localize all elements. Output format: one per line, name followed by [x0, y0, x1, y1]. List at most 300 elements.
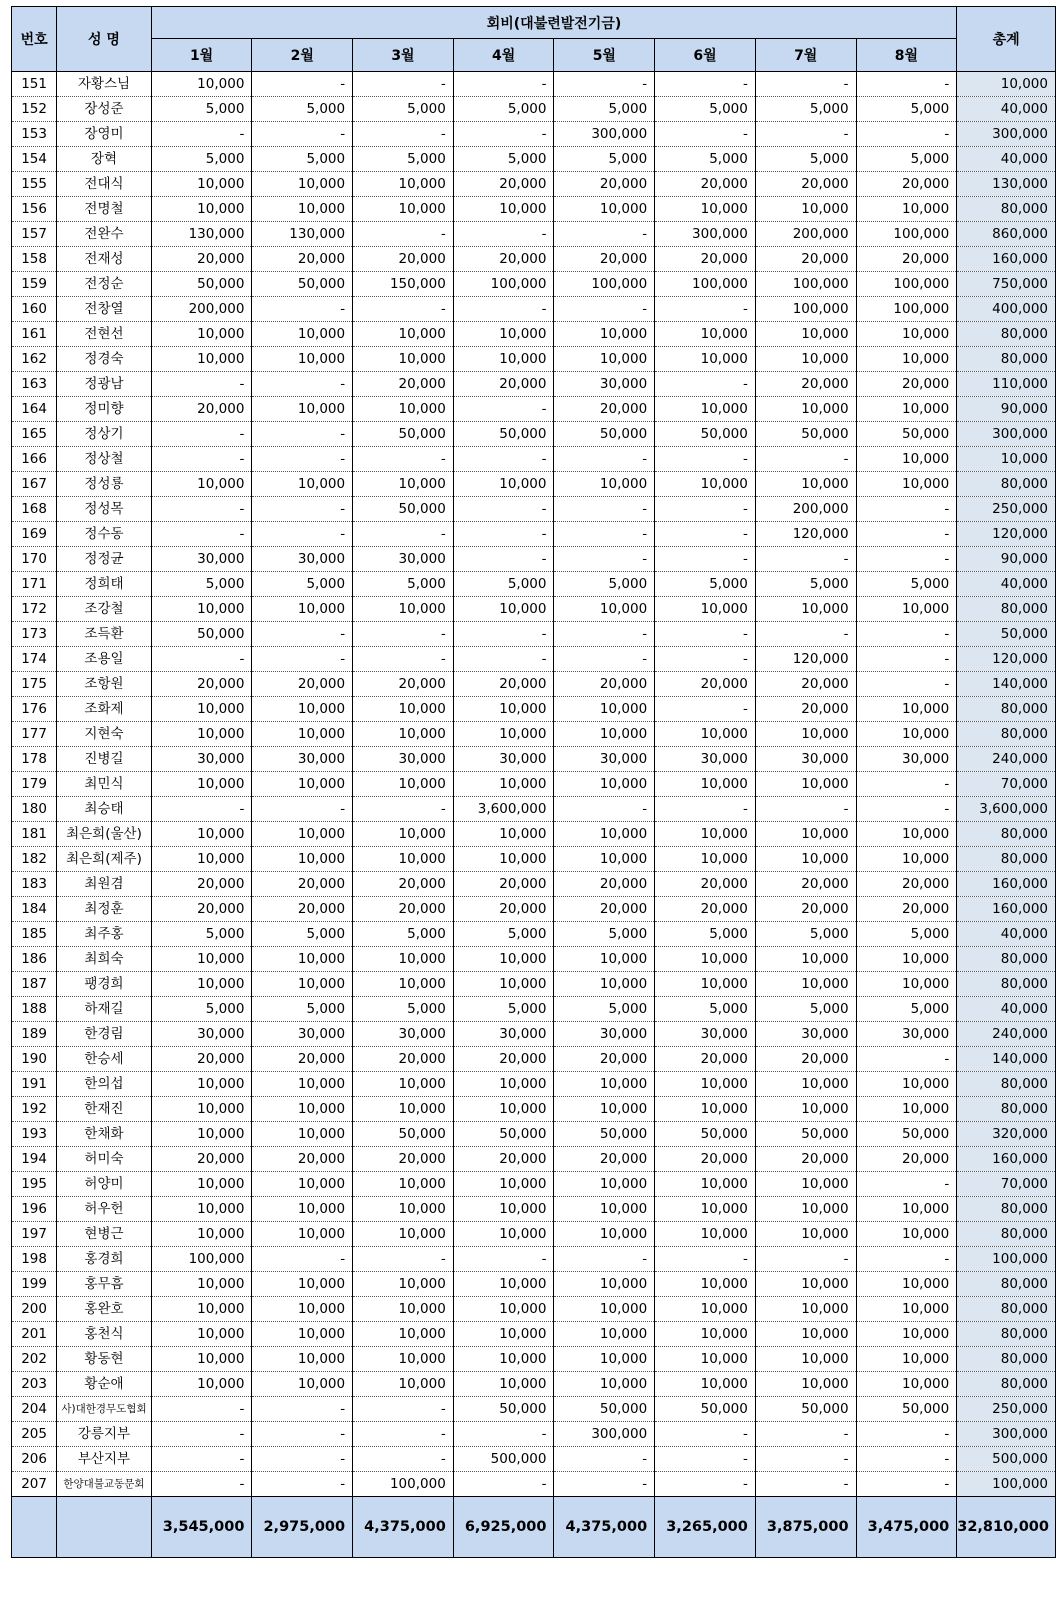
month-amount: 20,000: [755, 172, 856, 197]
table-row: [12, 522, 1056, 547]
member-name: 최희숙: [57, 947, 152, 972]
row-number: 185: [12, 922, 57, 947]
month-amount: 100,000: [856, 297, 957, 322]
month-amount: 50,000: [655, 1122, 756, 1147]
row-number: 202: [12, 1347, 57, 1372]
month-amount: -: [453, 647, 554, 672]
table-row: [12, 972, 1056, 997]
table-row: [12, 947, 1056, 972]
month-amount: 30,000: [151, 1022, 252, 1047]
month-amount: 5,000: [856, 997, 957, 1022]
member-name: 황동현: [57, 1347, 152, 1372]
month-amount: 10,000: [252, 1197, 353, 1222]
month-amount: -: [353, 122, 454, 147]
month-amount: 5,000: [353, 997, 454, 1022]
month-amount: 20,000: [252, 1047, 353, 1072]
member-name: 하재길: [57, 997, 152, 1022]
month-amount: 10,000: [856, 597, 957, 622]
month-amount: 10,000: [353, 197, 454, 222]
month-amount: 30,000: [554, 747, 655, 772]
row-number: 163: [12, 372, 57, 397]
month-amount: 20,000: [353, 1147, 454, 1172]
footer-month-total: 4,375,000: [353, 1497, 454, 1558]
row-total: 140,000: [957, 672, 1056, 697]
month-amount: -: [453, 72, 554, 97]
month-amount: 10,000: [655, 472, 756, 497]
month-amount: -: [655, 647, 756, 672]
month-amount: 10,000: [755, 1297, 856, 1322]
month-amount: 5,000: [755, 997, 856, 1022]
row-number: 174: [12, 647, 57, 672]
month-amount: 10,000: [554, 847, 655, 872]
month-amount: 50,000: [655, 422, 756, 447]
member-name: 부산지부: [57, 1447, 152, 1472]
month-amount: 120,000: [755, 522, 856, 547]
month-amount: -: [554, 497, 655, 522]
row-total: 80,000: [957, 947, 1056, 972]
table-row: [12, 997, 1056, 1022]
table-row: [12, 1122, 1056, 1147]
month-amount: 10,000: [655, 1272, 756, 1297]
month-amount: -: [252, 1247, 353, 1272]
month-amount: 20,000: [755, 872, 856, 897]
month-amount: -: [353, 447, 454, 472]
table-row: [12, 1472, 1056, 1497]
member-name: 정상기: [57, 422, 152, 447]
month-amount: 10,000: [353, 772, 454, 797]
table-row: [12, 447, 1056, 472]
month-amount: 5,000: [353, 97, 454, 122]
month-amount: 10,000: [755, 1072, 856, 1097]
month-amount: 30,000: [252, 547, 353, 572]
member-name: 진병길: [57, 747, 152, 772]
month-amount: 10,000: [353, 1197, 454, 1222]
month-amount: 10,000: [856, 722, 957, 747]
month-amount: 100,000: [755, 297, 856, 322]
month-amount: 10,000: [755, 1197, 856, 1222]
month-amount: 10,000: [353, 472, 454, 497]
month-amount: 30,000: [151, 747, 252, 772]
month-amount: -: [151, 522, 252, 547]
month-amount: -: [655, 547, 756, 572]
header-no: 번호: [12, 7, 57, 72]
month-amount: 5,000: [353, 922, 454, 947]
month-amount: 5,000: [856, 147, 957, 172]
month-amount: 10,000: [353, 722, 454, 747]
member-name: 한채화: [57, 1122, 152, 1147]
month-amount: 10,000: [453, 597, 554, 622]
header-group: 회비(대불련발전기금): [151, 7, 957, 39]
month-amount: 50,000: [151, 272, 252, 297]
month-amount: 10,000: [453, 697, 554, 722]
month-amount: 10,000: [655, 772, 756, 797]
month-amount: 5,000: [453, 922, 554, 947]
month-amount: -: [252, 1397, 353, 1422]
month-amount: 20,000: [252, 672, 353, 697]
member-name: 정성룡: [57, 472, 152, 497]
month-amount: -: [453, 1247, 554, 1272]
month-amount: -: [554, 522, 655, 547]
month-amount: 10,000: [655, 397, 756, 422]
month-amount: 20,000: [151, 872, 252, 897]
row-number: 157: [12, 222, 57, 247]
month-amount: 10,000: [755, 822, 856, 847]
footer-month-total: 3,545,000: [151, 1497, 252, 1558]
month-amount: 20,000: [353, 1047, 454, 1072]
month-amount: -: [755, 797, 856, 822]
month-amount: 20,000: [151, 672, 252, 697]
member-name: 조항원: [57, 672, 152, 697]
table-row: [12, 1272, 1056, 1297]
month-amount: -: [856, 547, 957, 572]
month-amount: 5,000: [755, 97, 856, 122]
month-amount: 10,000: [655, 1097, 756, 1122]
month-amount: 50,000: [353, 422, 454, 447]
footer-no-cell: [12, 1497, 57, 1558]
table-row: [12, 622, 1056, 647]
month-amount: 10,000: [353, 1072, 454, 1097]
month-amount: 10,000: [353, 972, 454, 997]
month-amount: 20,000: [151, 1047, 252, 1072]
table-row: [12, 1072, 1056, 1097]
row-number: 155: [12, 172, 57, 197]
totals-row: [12, 1497, 1056, 1558]
member-name: 정희태: [57, 572, 152, 597]
month-amount: 10,000: [856, 1222, 957, 1247]
month-amount: 5,000: [252, 572, 353, 597]
row-total: 120,000: [957, 522, 1056, 547]
month-amount: 5,000: [856, 922, 957, 947]
month-amount: 10,000: [755, 1172, 856, 1197]
row-number: 164: [12, 397, 57, 422]
footer-month-total: 3,475,000: [856, 1497, 957, 1558]
row-number: 170: [12, 547, 57, 572]
month-amount: -: [554, 622, 655, 647]
month-amount: 10,000: [252, 822, 353, 847]
month-amount: 10,000: [252, 1172, 353, 1197]
footer-month-total: 4,375,000: [554, 1497, 655, 1558]
month-amount: -: [453, 622, 554, 647]
month-amount: -: [353, 1422, 454, 1447]
month-amount: 50,000: [554, 1122, 655, 1147]
row-number: 194: [12, 1147, 57, 1172]
month-amount: 10,000: [755, 972, 856, 997]
month-amount: 30,000: [453, 747, 554, 772]
row-number: 156: [12, 197, 57, 222]
month-amount: 5,000: [151, 922, 252, 947]
month-amount: 10,000: [453, 947, 554, 972]
month-amount: 10,000: [856, 322, 957, 347]
member-name: 홍무흠: [57, 1272, 152, 1297]
month-amount: 50,000: [453, 1397, 554, 1422]
month-amount: 10,000: [554, 322, 655, 347]
month-amount: 10,000: [151, 822, 252, 847]
row-number: 180: [12, 797, 57, 822]
row-total: 400,000: [957, 297, 1056, 322]
month-amount: -: [655, 72, 756, 97]
row-total: 80,000: [957, 1372, 1056, 1397]
row-number: 178: [12, 747, 57, 772]
month-amount: 10,000: [856, 197, 957, 222]
month-amount: 10,000: [655, 972, 756, 997]
month-amount: 10,000: [353, 1222, 454, 1247]
footer-month-total: 2,975,000: [252, 1497, 353, 1558]
month-amount: 10,000: [655, 1172, 756, 1197]
month-amount: 10,000: [252, 347, 353, 372]
row-number: 199: [12, 1272, 57, 1297]
member-name: 허미숙: [57, 1147, 152, 1172]
month-amount: 10,000: [554, 1322, 655, 1347]
row-number: 206: [12, 1447, 57, 1472]
row-total: 240,000: [957, 747, 1056, 772]
month-amount: 5,000: [453, 997, 554, 1022]
month-amount: 10,000: [655, 822, 756, 847]
month-amount: 10,000: [655, 197, 756, 222]
row-number: 166: [12, 447, 57, 472]
header-month: 5월: [554, 39, 655, 72]
member-name: 최원겸: [57, 872, 152, 897]
member-name: 팽경희: [57, 972, 152, 997]
month-amount: 10,000: [554, 972, 655, 997]
row-number: 173: [12, 622, 57, 647]
row-total: 250,000: [957, 497, 1056, 522]
table-row: [12, 1347, 1056, 1372]
table-header: [12, 7, 1056, 72]
row-number: 204: [12, 1397, 57, 1422]
table-row: [12, 147, 1056, 172]
month-amount: 30,000: [353, 547, 454, 572]
row-number: 158: [12, 247, 57, 272]
row-number: 161: [12, 322, 57, 347]
month-amount: 30,000: [554, 1022, 655, 1047]
month-amount: -: [655, 1447, 756, 1472]
month-amount: 10,000: [755, 1322, 856, 1347]
table-row: [12, 347, 1056, 372]
month-amount: 20,000: [252, 247, 353, 272]
month-amount: 10,000: [252, 972, 353, 997]
month-amount: 10,000: [554, 1272, 655, 1297]
month-amount: 5,000: [755, 922, 856, 947]
month-amount: 5,000: [655, 97, 756, 122]
month-amount: 10,000: [151, 172, 252, 197]
month-amount: -: [856, 797, 957, 822]
table-row: [12, 1047, 1056, 1072]
month-amount: 100,000: [655, 272, 756, 297]
month-amount: -: [755, 1447, 856, 1472]
member-name: 전명철: [57, 197, 152, 222]
month-amount: 20,000: [655, 1147, 756, 1172]
table-row: [12, 197, 1056, 222]
month-amount: 10,000: [151, 847, 252, 872]
month-amount: 10,000: [252, 947, 353, 972]
month-amount: 10,000: [252, 697, 353, 722]
month-amount: 10,000: [856, 447, 957, 472]
member-name: 홍경희: [57, 1247, 152, 1272]
member-name: 전대식: [57, 172, 152, 197]
month-amount: -: [151, 1397, 252, 1422]
row-number: 197: [12, 1222, 57, 1247]
month-amount: 30,000: [252, 747, 353, 772]
month-amount: 20,000: [655, 247, 756, 272]
member-name: 정경숙: [57, 347, 152, 372]
month-amount: 10,000: [252, 172, 353, 197]
month-amount: -: [252, 1472, 353, 1497]
month-amount: 10,000: [856, 397, 957, 422]
month-amount: 100,000: [453, 272, 554, 297]
row-total: 80,000: [957, 197, 1056, 222]
row-total: 50,000: [957, 622, 1056, 647]
row-number: 181: [12, 822, 57, 847]
month-amount: 5,000: [554, 147, 655, 172]
month-amount: -: [856, 772, 957, 797]
member-name: 장혁: [57, 147, 152, 172]
month-amount: 30,000: [554, 372, 655, 397]
month-amount: 10,000: [856, 847, 957, 872]
table-row: [12, 397, 1056, 422]
month-amount: 20,000: [353, 672, 454, 697]
row-number: 177: [12, 722, 57, 747]
table-row: [12, 497, 1056, 522]
header-month: 8월: [856, 39, 957, 72]
table-row: [12, 897, 1056, 922]
member-name: 정성목: [57, 497, 152, 522]
month-amount: 5,000: [353, 147, 454, 172]
month-amount: -: [151, 1472, 252, 1497]
month-amount: 10,000: [655, 947, 756, 972]
table-row: [12, 822, 1056, 847]
month-amount: -: [755, 1472, 856, 1497]
month-amount: 10,000: [353, 1097, 454, 1122]
member-name: 전창열: [57, 297, 152, 322]
month-amount: 5,000: [151, 97, 252, 122]
month-amount: 5,000: [252, 97, 353, 122]
month-amount: 10,000: [856, 972, 957, 997]
row-number: 187: [12, 972, 57, 997]
month-amount: -: [554, 647, 655, 672]
month-amount: 10,000: [655, 1072, 756, 1097]
month-amount: 20,000: [554, 397, 655, 422]
month-amount: 10,000: [554, 597, 655, 622]
month-amount: 10,000: [453, 197, 554, 222]
month-amount: -: [554, 797, 655, 822]
row-total: 80,000: [957, 847, 1056, 872]
month-amount: -: [353, 647, 454, 672]
row-number: 171: [12, 572, 57, 597]
header-month: 6월: [655, 39, 756, 72]
table-row: [12, 597, 1056, 622]
month-amount: 10,000: [856, 472, 957, 497]
table-row: [12, 572, 1056, 597]
month-amount: 10,000: [353, 1347, 454, 1372]
month-amount: 10,000: [453, 1322, 554, 1347]
row-total: 300,000: [957, 422, 1056, 447]
month-amount: 5,000: [252, 997, 353, 1022]
month-amount: -: [151, 447, 252, 472]
month-amount: 30,000: [353, 1022, 454, 1047]
member-name: 조화제: [57, 697, 152, 722]
month-amount: 20,000: [655, 672, 756, 697]
month-amount: 10,000: [353, 847, 454, 872]
month-amount: -: [453, 1472, 554, 1497]
month-amount: 10,000: [151, 1072, 252, 1097]
month-amount: -: [453, 297, 554, 322]
member-name: 한승세: [57, 1047, 152, 1072]
row-total: 70,000: [957, 1172, 1056, 1197]
month-amount: 10,000: [151, 472, 252, 497]
month-amount: 10,000: [554, 1097, 655, 1122]
month-amount: 20,000: [856, 247, 957, 272]
month-amount: 10,000: [554, 1372, 655, 1397]
month-amount: 10,000: [151, 697, 252, 722]
month-amount: -: [655, 1247, 756, 1272]
row-total: 250,000: [957, 1397, 1056, 1422]
month-amount: 20,000: [151, 247, 252, 272]
row-total: 40,000: [957, 572, 1056, 597]
month-amount: 5,000: [151, 147, 252, 172]
month-amount: 300,000: [554, 122, 655, 147]
row-number: 198: [12, 1247, 57, 1272]
table-row: [12, 97, 1056, 122]
month-amount: 10,000: [554, 772, 655, 797]
member-name: 최민식: [57, 772, 152, 797]
table-row: [12, 422, 1056, 447]
row-number: 207: [12, 1472, 57, 1497]
table-row: [12, 772, 1056, 797]
month-amount: 20,000: [554, 672, 655, 697]
row-number: 176: [12, 697, 57, 722]
month-amount: 10,000: [151, 347, 252, 372]
row-total: 80,000: [957, 722, 1056, 747]
month-amount: 10,000: [755, 472, 856, 497]
month-amount: -: [755, 72, 856, 97]
month-amount: 10,000: [554, 722, 655, 747]
table-row: [12, 1097, 1056, 1122]
row-number: 168: [12, 497, 57, 522]
month-amount: 30,000: [755, 747, 856, 772]
row-total: 80,000: [957, 1322, 1056, 1347]
header-month: 7월: [755, 39, 856, 72]
row-number: 183: [12, 872, 57, 897]
row-number: 159: [12, 272, 57, 297]
row-total: 300,000: [957, 1422, 1056, 1447]
month-amount: -: [856, 1472, 957, 1497]
row-total: 40,000: [957, 922, 1056, 947]
month-amount: 5,000: [856, 97, 957, 122]
month-amount: -: [856, 1447, 957, 1472]
table-row: [12, 1172, 1056, 1197]
member-name: 최정훈: [57, 897, 152, 922]
month-amount: 10,000: [252, 1297, 353, 1322]
month-amount: -: [856, 1247, 957, 1272]
month-amount: 50,000: [655, 1397, 756, 1422]
row-total: 500,000: [957, 1447, 1056, 1472]
month-amount: 10,000: [252, 1072, 353, 1097]
table-row: [12, 747, 1056, 772]
member-name: 허양미: [57, 1172, 152, 1197]
month-amount: 50,000: [151, 622, 252, 647]
month-amount: 10,000: [755, 1097, 856, 1122]
month-amount: 10,000: [554, 1347, 655, 1372]
month-amount: 10,000: [353, 172, 454, 197]
month-amount: 50,000: [353, 497, 454, 522]
month-amount: -: [856, 1172, 957, 1197]
month-amount: 10,000: [655, 322, 756, 347]
month-amount: 20,000: [655, 1047, 756, 1072]
month-amount: 10,000: [151, 947, 252, 972]
month-amount: 10,000: [655, 597, 756, 622]
month-amount: 20,000: [453, 1147, 554, 1172]
month-amount: 10,000: [453, 1197, 554, 1222]
